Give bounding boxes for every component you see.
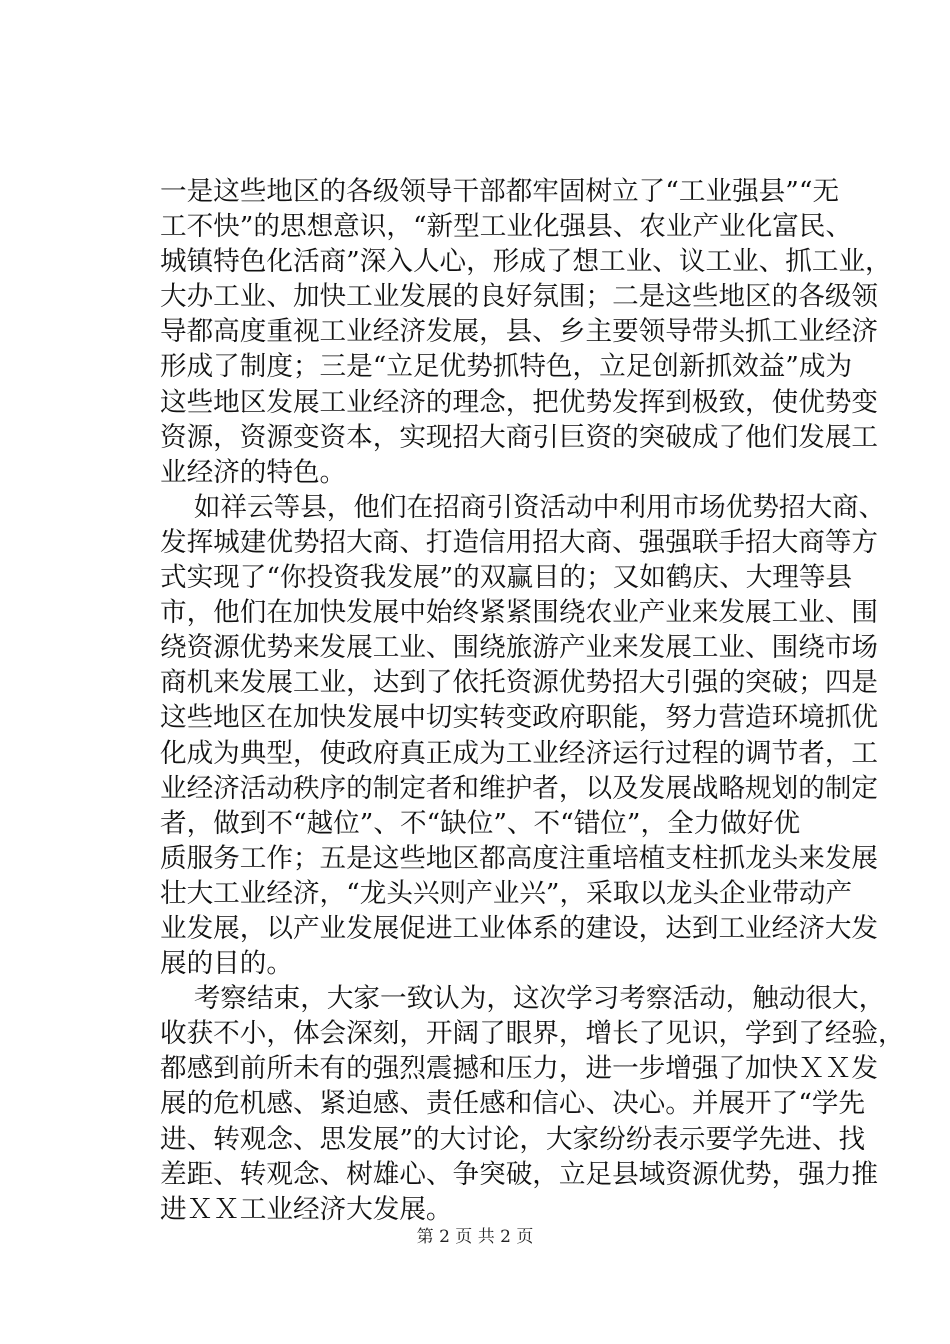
- text-line: 导都高度重视工业经济发展，县、乡主要领导带头抓工业经济: [160, 316, 879, 348]
- text-line: 收获不小，体会深刻，开阔了眼界，增长了见识，学到了经验，: [160, 1018, 905, 1050]
- text-line: 展的目的。: [160, 948, 293, 980]
- text-line: 这些地区发展工业经济的理念，把优势发挥到极致，使优势变: [160, 386, 879, 418]
- text-line: 工不快”的思想意识，“新型工业化强县、农业产业化富民、: [160, 211, 853, 243]
- text-line: 者，做到不“越位”、不“缺位”、不“错位”，全力做好优: [160, 807, 801, 839]
- text-line: 商机来发展工业，达到了依托资源优势招大引强的突破；四是: [160, 667, 879, 699]
- text-line: 业经济的特色。: [160, 456, 347, 488]
- page-number-footer: 第 2 页 共 2 页: [416, 1227, 534, 1247]
- text-line: 考察结束，大家一致认为，这次学习考察活动，触动很大，: [160, 983, 886, 1015]
- text-line: 这些地区在加快发展中切实转变政府职能，努力营造环境抓优: [160, 702, 879, 734]
- text-line: 都感到前所未有的强烈震撼和压力，进一步增强了加快ＸＸ发: [160, 1053, 879, 1085]
- text-line: 市，他们在加快发展中始终紧紧围绕农业产业来发展工业、围: [160, 597, 879, 629]
- text-line: 进ＸＸ工业经济大发展。: [160, 1193, 453, 1225]
- body-text: [160, 174, 950, 1227]
- text-line: 式实现了“你投资我发展”的双赢目的；又如鹤庆、大理等县: [160, 562, 853, 594]
- text-line: 城镇特色化活商”深入人心，形成了想工业、议工业、抓工业，: [160, 246, 892, 278]
- text-line: 发挥城建优势招大商、打造信用招大商、强强联手招大商等方: [160, 526, 879, 558]
- text-line: 差距、转观念、树雄心、争突破，立足县域资源优势，强力推: [160, 1158, 879, 1190]
- text-line: 化成为典型，使政府真正成为工业经济运行过程的调节者，工: [160, 737, 879, 769]
- text-line: 一是这些地区的各级领导干部都牢固树立了“工业强县”“无: [160, 176, 840, 207]
- text-line: 形成了制度；三是“立足优势抓特色，立足创新抓效益”成为: [160, 351, 853, 383]
- text-line: 业经济活动秩序的制定者和维护者，以及发展战略规划的制定: [160, 772, 879, 804]
- text-line: 质服务工作；五是这些地区都高度注重培植支柱抓龙头来发展: [160, 842, 879, 874]
- text-line: 大办工业、加快工业发展的良好氛围；二是这些地区的各级领: [160, 281, 879, 313]
- text-line: 绕资源优势来发展工业、围绕旅游产业来发展工业、围绕市场: [160, 632, 879, 664]
- text-line: 壮大工业经济，“龙头兴则产业兴”，采取以龙头企业带动产: [160, 877, 853, 909]
- text-line: 资源，资源变资本，实现招大商引巨资的突破成了他们发展工: [160, 421, 879, 453]
- text-line: 业发展，以产业发展促进工业体系的建设，达到工业经济大发: [160, 912, 879, 944]
- text-line: 如祥云等县，他们在招商引资活动中利用市场优势招大商、: [160, 491, 886, 523]
- text-line: 进、转观念、思发展”的大讨论，大家纷纷表示要学先进、找: [160, 1123, 866, 1155]
- text-line: 展的危机感、紧迫感、责任感和信心、决心。并展开了“学先: [160, 1088, 866, 1120]
